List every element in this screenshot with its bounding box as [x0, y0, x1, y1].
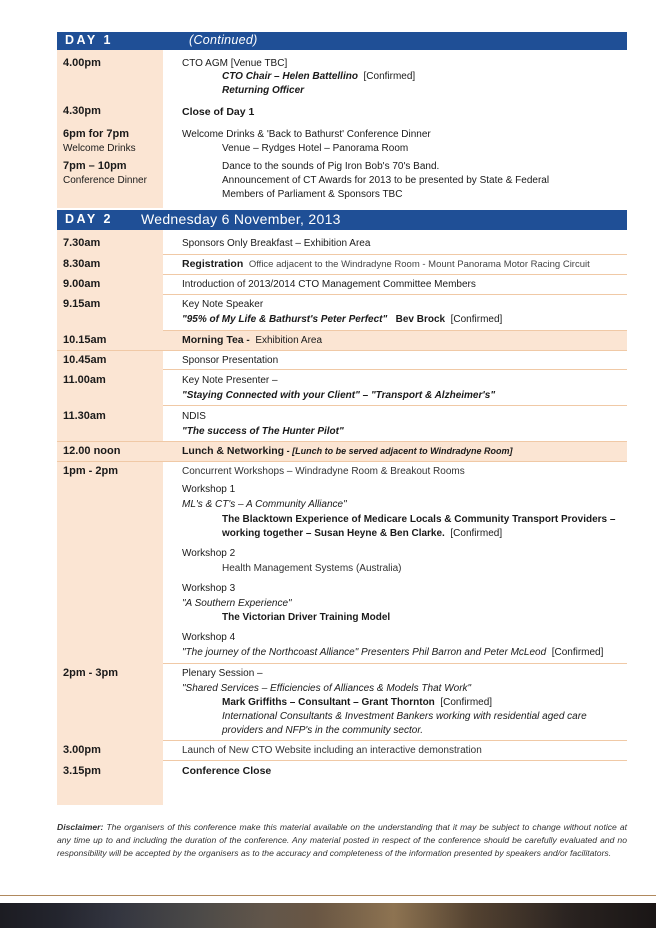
day2-time-noon: 12.00 noon — [63, 445, 121, 457]
workshop3-subtitle: "A Southern Experience" — [182, 598, 292, 609]
separator — [163, 254, 627, 255]
ndis: NDIS — [182, 411, 206, 422]
disclaimer — [57, 821, 627, 860]
separator — [57, 441, 627, 442]
day2-time-730: 7.30am — [63, 237, 101, 249]
agm-line: CTO AGM [Venue TBC] — [182, 58, 288, 69]
dance-line: Dance to the sounds of Pig Iron Bob's 70's Band. — [222, 161, 440, 172]
workshop1-topic: The Blacktown Experience of Medicare Locals & Community Transport Providers – — [222, 514, 616, 525]
separator — [163, 369, 627, 370]
welcome-drinks-line: Welcome Drinks & 'Back to Bathurst' Conference Dinner — [182, 129, 431, 140]
separator — [163, 294, 627, 295]
venue-line: Venue – Rydges Hotel – Panorama Room — [222, 143, 409, 154]
committee-introduction: Introduction of 2013/2014 CTO Management Committee Members — [182, 279, 476, 290]
workshop3-title: Workshop 3 — [182, 583, 236, 594]
separator — [163, 405, 627, 406]
keynote-speaker-name: Bev Brock — [395, 314, 446, 325]
day1-time-4pm: 4.00pm — [63, 57, 101, 69]
cto-chair: CTO Chair – Helen Battellino — [222, 71, 358, 82]
welcome-drinks-sub: Welcome Drinks — [63, 143, 136, 154]
members-line: Members of Parliament & Sponsors TBC — [222, 189, 403, 200]
morning-tea-dash: - — [243, 335, 250, 346]
footer-road-highlight — [60, 903, 580, 928]
day2-time-1100: 11.00am — [63, 374, 106, 386]
lunch-line — [182, 445, 513, 457]
close-day1: Close of Day 1 — [182, 106, 255, 118]
website-launch: Launch of New CTO Website including an interactive demonstration — [182, 745, 482, 756]
morning-tea: Morning Tea — [182, 334, 244, 346]
keynote-talk: "95% of My Life & Bathurst's Peter Perfect" — [182, 314, 388, 325]
workshop1-status: [Confirmed] — [450, 528, 503, 539]
separator — [163, 663, 627, 664]
day2-time-900: 9.00am — [63, 278, 101, 290]
keynote-presenter: Key Note Presenter – — [182, 375, 278, 386]
awards-line: Announcement of CT Awards for 2013 to be presented by State & Federal — [222, 175, 550, 186]
plenary-desc-1: International Consultants & Investment Bankers working with residential aged care — [222, 711, 587, 722]
workshop4-topic: "The journey of the Northcoast Alliance" Presenters Phil Barron and Peter McLeod — [182, 647, 547, 658]
separator — [57, 461, 627, 462]
keynote-talk-line — [182, 314, 502, 325]
plenary-desc-2: providers and NFP's in the community sector. — [222, 725, 424, 736]
day1-label: DAY 1 — [65, 33, 113, 47]
conference-dinner-sub: Conference Dinner — [63, 175, 147, 186]
footer-rule — [0, 895, 656, 896]
day1-time-6pm: 6pm for 7pm — [63, 128, 130, 140]
day1-continued: (Continued) — [189, 33, 258, 47]
day2-time-1pm: 1pm - 2pm — [63, 465, 119, 477]
separator — [163, 760, 627, 761]
registration-label: Registration — [182, 258, 244, 270]
separator — [163, 330, 627, 331]
workshop2-title: Workshop 2 — [182, 548, 236, 559]
workshop4-title: Workshop 4 — [182, 632, 236, 643]
ndis-talk: "The success of The Hunter Pilot" — [182, 426, 344, 437]
returning-officer: Returning Officer — [222, 85, 305, 96]
day2-time-830: 8.30am — [63, 258, 101, 270]
workshop2-topic: Health Management Systems (Australia) — [222, 563, 402, 574]
plenary-session: Plenary Session – — [182, 668, 263, 679]
plenary-presenter: Mark Griffiths – Consultant – Grant Thornton — [222, 697, 435, 708]
registration-location: Office adjacent to the Windradyne Room - Mount Panorama Motor Racing Circuit — [248, 259, 590, 270]
day2-time-column — [57, 230, 163, 805]
lunch-note: - [Lunch to be served adjacent to Windradyne Room] — [284, 446, 513, 456]
morning-tea-location: Exhibition Area — [255, 335, 323, 346]
day2-time-915: 9.15am — [63, 298, 101, 310]
day2-time-1045: 10.45am — [63, 354, 107, 366]
separator — [57, 350, 627, 351]
workshop3-topic: The Victorian Driver Training Model — [222, 612, 391, 623]
plenary-presenter-line — [222, 697, 492, 708]
plenary-topic: "Shared Services – Efficiencies of Alliances & Models That Work" — [182, 683, 472, 694]
separator — [163, 274, 627, 275]
day2-label: DAY 2 — [65, 212, 113, 226]
day2-time-1130: 11.30am — [63, 410, 106, 422]
concurrent-workshops: Concurrent Workshops – Windradyne Room & Breakout Rooms — [182, 466, 465, 477]
workshop4-status: [Confirmed] — [551, 647, 604, 658]
disclaimer-text: The organisers of this conference make this material available on the understanding that it may be subject to change without notice at any time up to and including the duration of the conference. Any material posted in respect of the conference should be carefully evaluated and no responsibility will be accepted by the organisers as to the accuracy and completeness of the information presented by speakers and/or facilitators. — [57, 822, 628, 858]
disclaimer-label: Disclaimer: — [57, 822, 104, 832]
sponsors-breakfast: Sponsors Only Breakfast – Exhibition Area — [182, 238, 371, 249]
workshop1-presenters: working together – Susan Heyne & Ben Clarke. — [222, 528, 445, 539]
day2-time-300: 3.00pm — [63, 744, 101, 756]
day2-header — [57, 210, 627, 230]
day1-header — [57, 32, 627, 50]
separator — [163, 740, 627, 741]
day2-time-2pm: 2pm - 3pm — [63, 667, 119, 679]
day2-time-1015: 10.15am — [63, 334, 107, 346]
day2-time-315: 3.15pm — [63, 765, 101, 777]
plenary-status: [Confirmed] — [440, 697, 493, 708]
cto-chair-line — [222, 71, 415, 82]
morning-tea-highlight — [57, 331, 627, 350]
morning-tea-line — [182, 334, 322, 346]
registration-line — [182, 258, 590, 270]
workshop4-line — [182, 647, 603, 658]
workshop1-subtitle: ML's & CT's – A Community Alliance" — [182, 499, 347, 510]
lunch-networking: Lunch & Networking — [182, 445, 285, 457]
workshop1-presenters-line — [222, 528, 502, 539]
conference-close: Conference Close — [182, 765, 272, 777]
keynote-presenter-talk: "Staying Connected with your Client" – "Transport & Alzheimer's" — [182, 390, 496, 401]
sponsor-presentation: Sponsor Presentation — [182, 355, 279, 366]
cto-chair-status: [Confirmed] — [363, 71, 416, 82]
day1-time-430: 4.30pm — [63, 105, 101, 117]
workshop1-title: Workshop 1 — [182, 484, 236, 495]
keynote-status: [Confirmed] — [450, 314, 503, 325]
day2-date: Wednesday 6 November, 2013 — [141, 211, 341, 227]
day1-time-7pm: 7pm – 10pm — [63, 160, 127, 172]
keynote-speaker: Key Note Speaker — [182, 299, 264, 310]
